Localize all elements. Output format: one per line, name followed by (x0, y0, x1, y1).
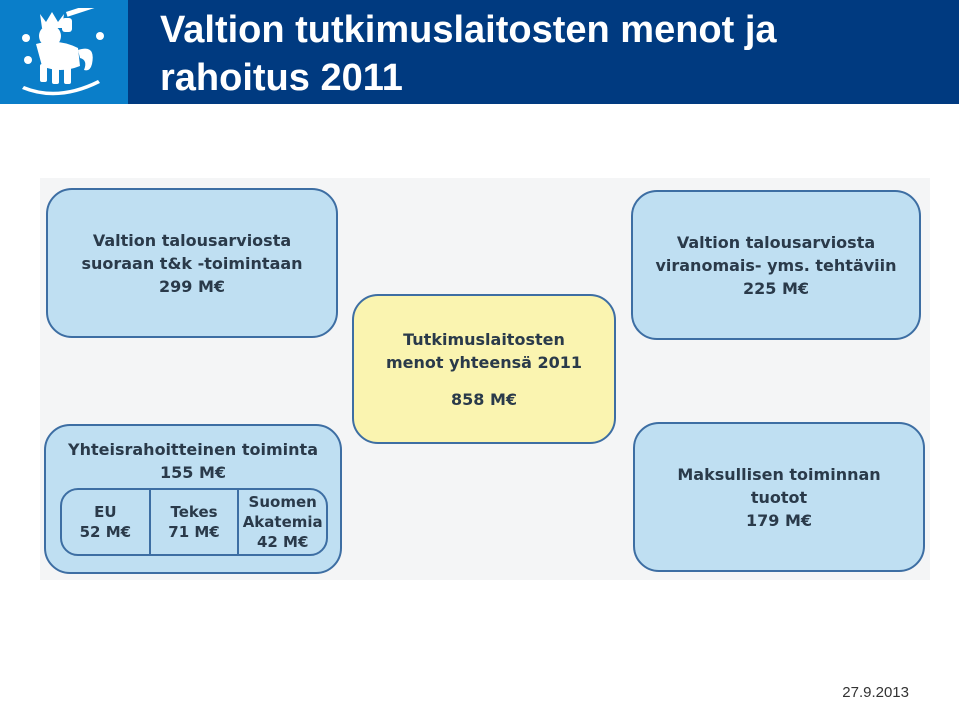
box-chargeable-services-income (633, 422, 925, 572)
box-amount: 179 M€ (745, 510, 813, 530)
box-label-line-2: tuotot (750, 487, 808, 507)
source-amount: 71 M€ (168, 523, 220, 541)
source-academy-of-finland (237, 490, 326, 554)
box-label-line-2: viranomais- yms. tehtäviin (655, 255, 897, 275)
box-label-line-1: Valtion talousarviosta (92, 230, 292, 250)
box-amount: 299 M€ (158, 276, 226, 296)
slide-date: 27.9.2013 (842, 684, 909, 701)
box-amount: 225 M€ (742, 278, 810, 298)
box-co-funded-activity (44, 424, 342, 574)
source-eu (62, 490, 149, 554)
page-title (160, 6, 940, 102)
source-name-line-2: Akatemia (242, 513, 323, 531)
box-amount: 155 M€ (159, 463, 227, 482)
box-total-expenditure (352, 294, 616, 444)
co-funding-sources (60, 488, 328, 556)
funding-diagram (40, 178, 930, 580)
header-bar (0, 0, 959, 104)
logo-panel (0, 0, 128, 104)
box-label-line-1: Yhteisrahoitteinen toiminta (68, 440, 318, 459)
box-label-line-1: Tutkimuslaitosten (403, 329, 565, 349)
box-direct-rnd-budget (46, 188, 338, 338)
source-name: EU (94, 503, 117, 521)
source-tekes (149, 490, 238, 554)
box-label-line-1: Valtion talousarviosta (676, 232, 876, 252)
box-amount: 858 M€ (450, 389, 518, 409)
source-name: Tekes (170, 503, 218, 521)
source-amount: 42 M€ (256, 533, 309, 551)
box-label-line-1: Maksullisen toiminnan (677, 464, 881, 484)
title-line-1: Valtion tutkimuslaitosten menot ja (160, 9, 777, 51)
box-label-line-2: menot yhteensä 2011 (385, 352, 583, 372)
source-amount: 52 M€ (79, 523, 132, 541)
finnish-lion-emblem-icon (18, 8, 108, 96)
title-line-2: rahoitus 2011 (160, 57, 403, 99)
box-authority-tasks-budget (631, 190, 921, 340)
box-label-line-2: suoraan t&k -toimintaan (81, 253, 303, 273)
source-name: Suomen (248, 493, 317, 511)
